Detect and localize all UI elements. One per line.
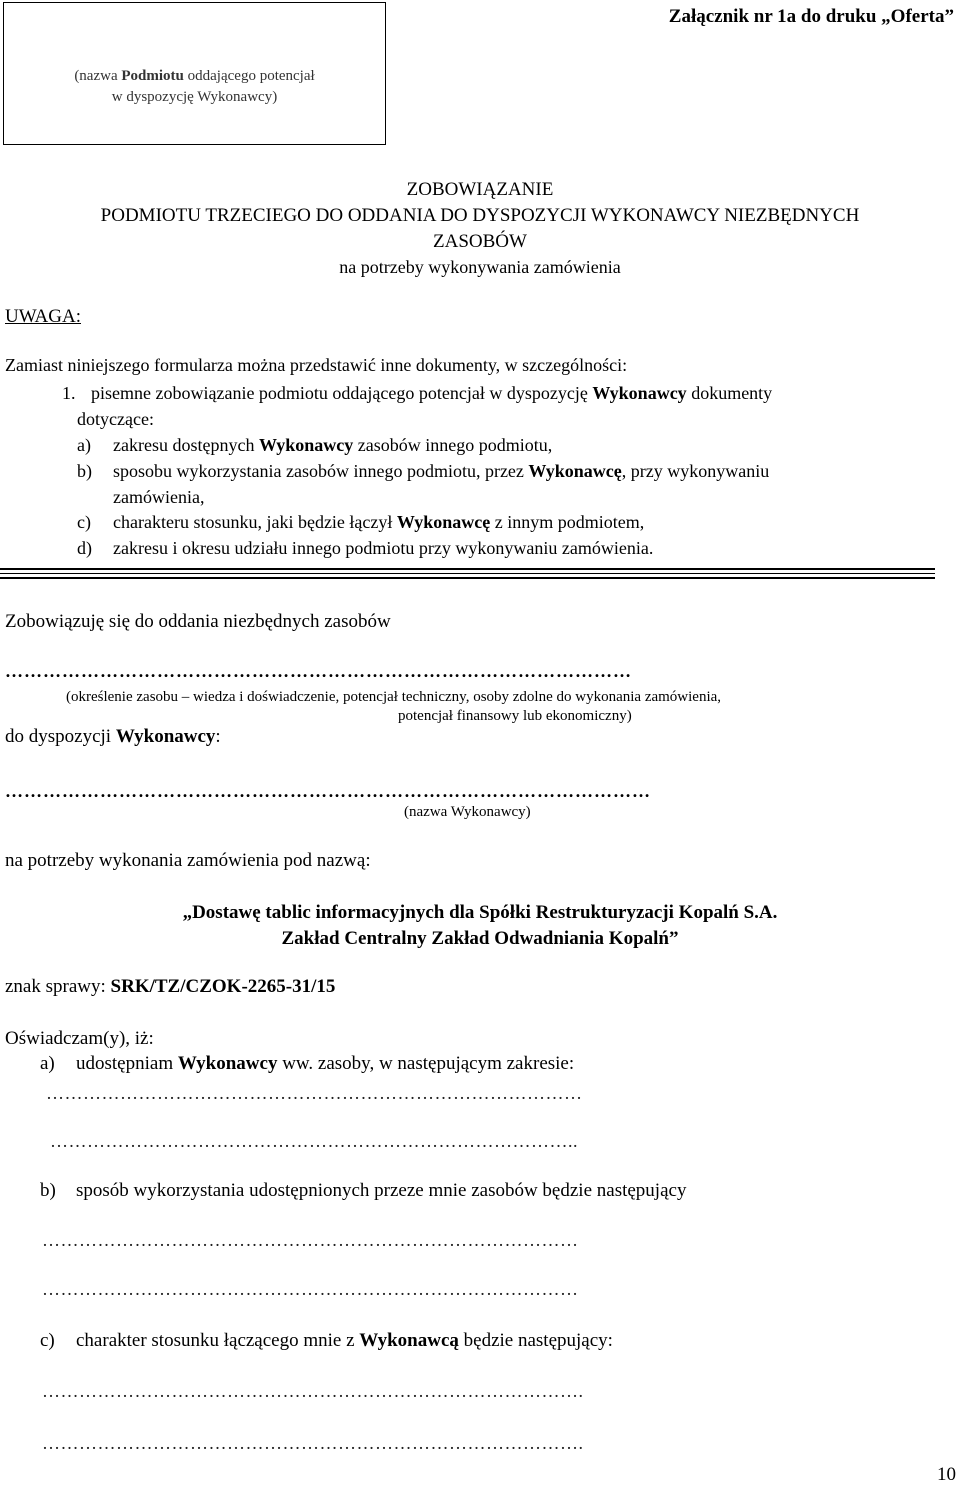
item-a-fill-line-1[interactable]: ……………………………………………………………………………	[46, 1083, 583, 1103]
annex-header: Załącznik nr 1a do druku „Oferta”	[668, 6, 954, 27]
title-line-3: ZASOBÓW	[433, 231, 527, 252]
podmiot-name-box[interactable]	[3, 2, 386, 145]
resource-note-line-2: potencjał finansowy lub ekonomiczny)	[398, 708, 632, 724]
item-c-prefix: c)	[40, 1330, 55, 1351]
item-b-fill-line-2[interactable]: ……………………………………………………………………………	[42, 1279, 579, 1299]
divider-line-top	[0, 568, 935, 570]
podmiot-box-caption: (nazwa Podmiotu oddającego potencjał w dyspozycję Wykonawcy)	[74, 68, 315, 105]
podmiot-word: Podmiotu	[121, 68, 184, 84]
commitment-text: Zobowiązuję się do oddania niezbędnych zasobów	[5, 611, 391, 632]
title-line-1: ZOBOWIĄZANIE	[406, 179, 554, 200]
intro-text: Zamiast niniejszego formularza można przedstawić inne dokumenty, w szczególności:	[5, 355, 628, 375]
item-b-fill-line-1[interactable]: ……………………………………………………………………………	[42, 1230, 579, 1250]
point-1-c-prefix: c)	[77, 512, 91, 532]
order-name-line-1: „Dostawę tablic informacyjnych dla Spółki Restrukturyzacji Kopalń S.A.	[182, 902, 778, 923]
uwaga-heading: UWAGA:	[5, 306, 81, 327]
point-1-a-text: zakresu dostępnych Wykonawcy zasobów innego podmiotu,	[113, 435, 553, 455]
wykonawca-note: (nazwa Wykonawcy)	[404, 804, 531, 820]
point-1-line-2: dotyczące:	[77, 409, 154, 429]
divider-line-bottom	[0, 577, 935, 579]
oswiadczam-label: Oświadczam(y), iż:	[5, 1028, 154, 1049]
resource-fill-line[interactable]: ………………………………………………………………………………………	[5, 661, 632, 681]
page-number: 10	[937, 1464, 956, 1485]
item-a-text: udostępniam Wykonawcy ww. zasoby, w następującym zakresie:	[76, 1053, 575, 1074]
title-line-4: na potrzeby wykonywania zamówienia	[339, 257, 621, 277]
item-a-prefix: a)	[40, 1053, 55, 1074]
title-line-2: PODMIOTU TRZECIEGO DO ODDANIA DO DYSPOZYCJI WYKONAWCY NIEZBĘDNYCH	[100, 205, 860, 226]
potrzeby-label: na potrzeby wykonania zamówienia pod nazwą:	[5, 850, 371, 871]
resource-note-line-1: (określenie zasobu – wiedza i doświadczenie, potencjał techniczny, osoby zdolne do wykonania zamówienia,	[66, 689, 722, 705]
divider-line-middle	[0, 573, 935, 574]
order-name-line-2: Zakład Centralny Zakład Odwadniania Kopalń”	[281, 928, 679, 949]
item-c-text: charakter stosunku łączącego mnie z Wykonawcą będzie następujący:	[76, 1330, 613, 1351]
case-number: znak sprawy: SRK/TZ/CZOK-2265-31/15	[5, 976, 336, 997]
point-1-b-text: sposobu wykorzystania zasobów innego podmiotu, przez Wykonawcę, przy wykonywaniu	[113, 461, 770, 481]
point-1-number: 1.	[62, 383, 76, 403]
dyspozycji-label: do dyspozycji Wykonawcy:	[5, 726, 221, 747]
point-1-c-text: charakteru stosunku, jaki będzie łączył Wykonawcę z innym podmiotem,	[113, 512, 645, 532]
point-1-d-text: zakresu i okresu udziału innego podmiotu przy wykonywaniu zamówienia.	[113, 538, 654, 558]
item-c-fill-line-1[interactable]: …………………………………………………………………………….	[42, 1381, 584, 1401]
point-1-line-1: pisemne zobowiązanie podmiotu oddającego potencjał w dyspozycję Wykonawcy dokumenty	[91, 383, 773, 403]
point-1-b-prefix: b)	[77, 461, 92, 481]
item-c-fill-line-2[interactable]: …………………………………………………………………………….	[42, 1433, 584, 1453]
point-1-b-continuation: zamówienia,	[113, 487, 205, 507]
item-b-prefix: b)	[40, 1180, 56, 1201]
point-1-a-prefix: a)	[77, 435, 91, 455]
point-1-d-prefix: d)	[77, 538, 92, 558]
item-a-fill-line-2[interactable]: …………………………………………………………………………..	[50, 1131, 578, 1151]
item-b-text: sposób wykorzystania udostępnionych przeze mnie zasobów będzie następujący	[76, 1180, 687, 1201]
wykonawca-fill-line[interactable]: …………………………………………………………………………………………	[5, 781, 651, 801]
